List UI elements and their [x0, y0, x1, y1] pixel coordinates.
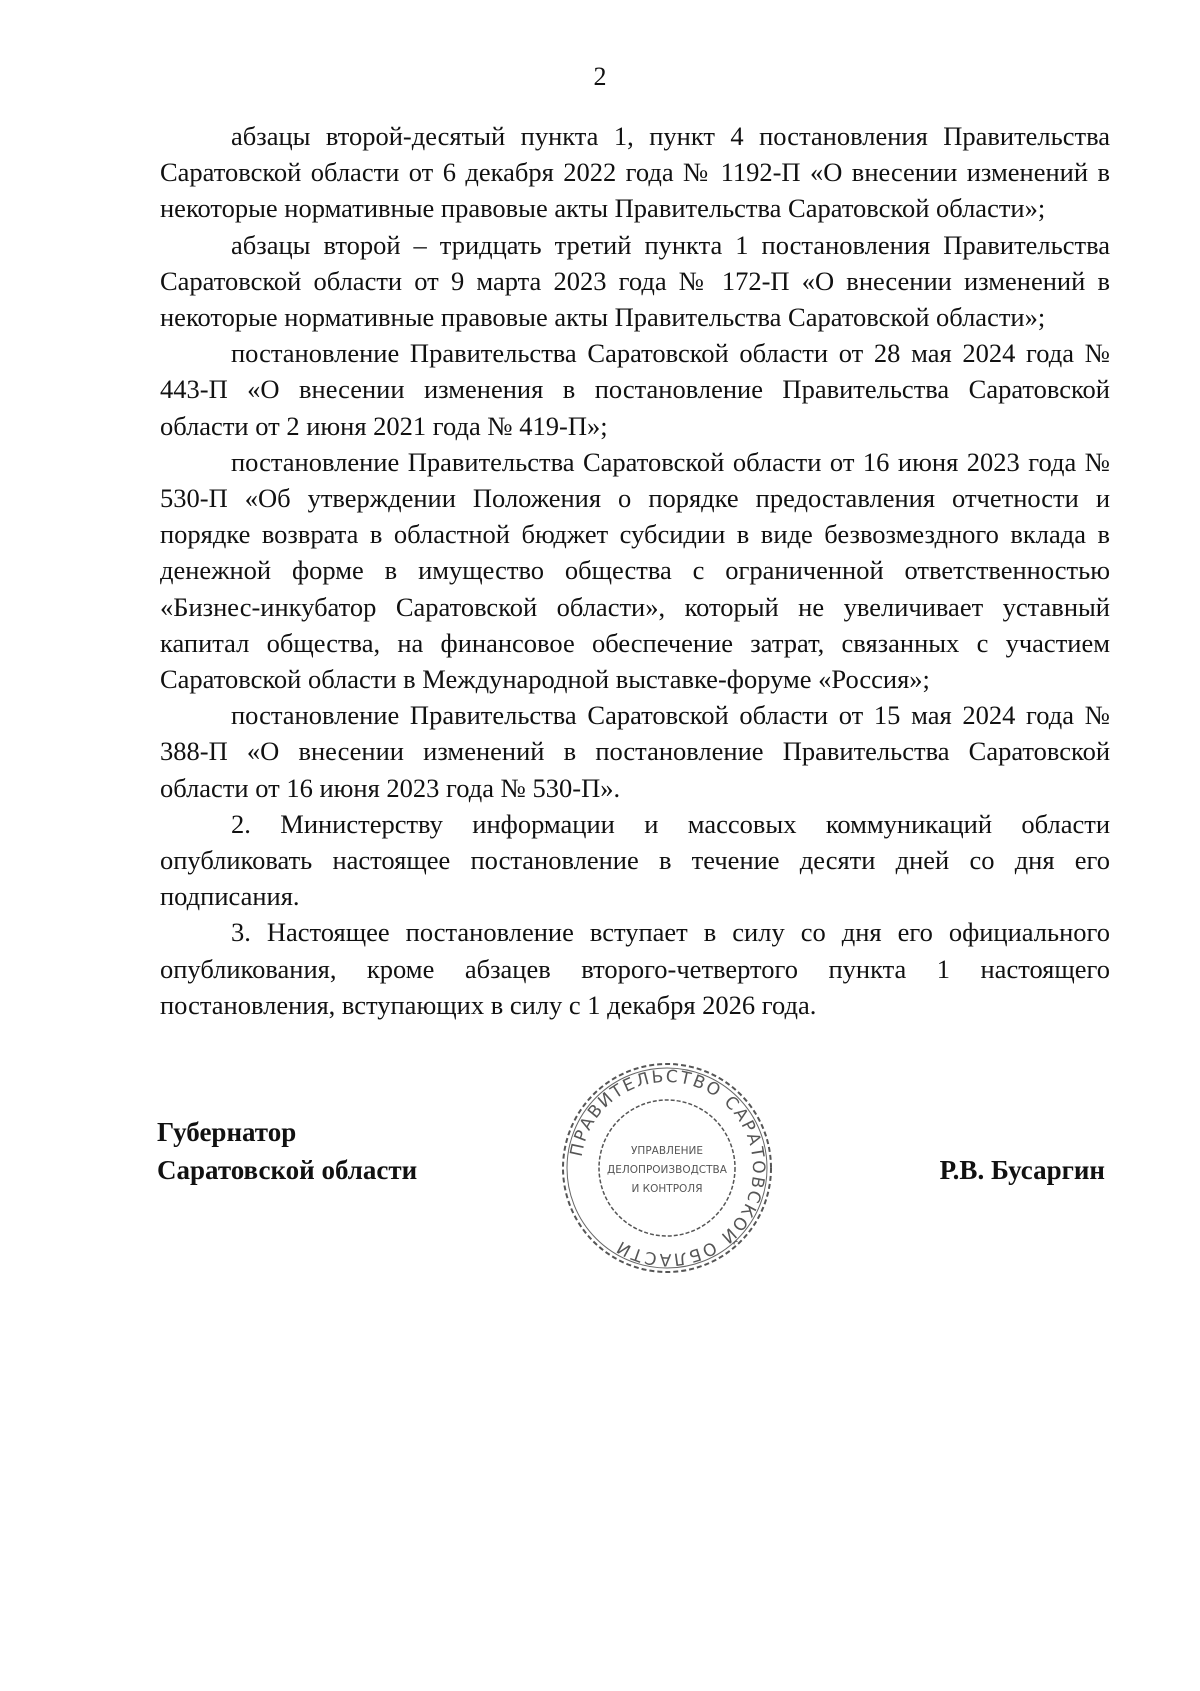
paragraph: абзацы второй-десятый пункта 1, пункт 4 постановления Правительства Саратовской области от 6 декабря 2022 года № 1192-П «О внесении изменений в некоторые нормативные правовые акты Правительства Саратовской области»; — [160, 121, 1110, 224]
paragraph: 3. Настоящее постановление вступает в силу со дня его официального опубликования, кроме абзацев второго-четвертого пункта 1 настоящего постановления, вступающих в силу с 1 декабря 2026 года. — [160, 917, 1110, 1020]
seal-graphic — [557, 1058, 777, 1278]
seal-outer-text: ПРАВИТЕЛЬСТВО САРАТОВСКОЙ ОБЛАСТИ — [566, 1066, 769, 1270]
signatory-title-line: Саратовской области — [157, 1155, 418, 1185]
signatory-name: Р.В. Бусаргин — [939, 1155, 1105, 1185]
paragraph: абзацы второй – тридцать третий пункта 1 постановления Правительства Саратовской области от 9 марта 2023 года № 172-П «О внесении изменений в некоторые нормативные правовые акты Правительства Саратовской области»; — [160, 229, 1110, 333]
seal-inner-text-1: УПРАВЛЕНИЕ — [631, 1145, 703, 1157]
signatory-title-line: Губернатор — [157, 1117, 297, 1147]
page-number: 2 — [593, 62, 607, 91]
seal-inner-text-2: ДЕЛОПРОИЗВОДСТВА — [607, 1164, 727, 1176]
paragraph: постановление Правительства Саратовской области от 28 мая 2024 года № 443-П «О внесении изменения в постановление Правительства Саратовской области от 2 июня 2021 года № 419-П»; — [160, 338, 1110, 441]
official-seal-stamp — [557, 1058, 777, 1278]
paragraph: постановление Правительства Саратовской области от 16 июня 2023 года № 530-П «Об утверждении Положения о порядке предоставления отчетности и порядке возврата в областной бюджет субсидии в виде безвозмездного вклада в денежной форме в имущество общества с ограниченной ответственностью «Бизнес-инкубатор Саратовской области», который не увеличивает уставный капитал общества, на финансовое обеспечение затрат, связанных с участием Саратовской области в Международной выставке-форуме «Россия»; — [160, 446, 1110, 695]
document-body — [160, 118, 1110, 1023]
paragraph: 2. Министерству информации и массовых коммуникаций области опубликовать настоящее постановление в течение десяти дней со дня его подписания. — [160, 808, 1110, 912]
paragraph: постановление Правительства Саратовской области от 15 мая 2024 года № 388-П «О внесении изменений в постановление Правительства Саратовской области от 16 июня 2023 года № 530-П». — [160, 700, 1110, 803]
signatory-title — [157, 1113, 417, 1189]
seal-inner-text-3: И КОНТРОЛЯ — [631, 1183, 703, 1195]
